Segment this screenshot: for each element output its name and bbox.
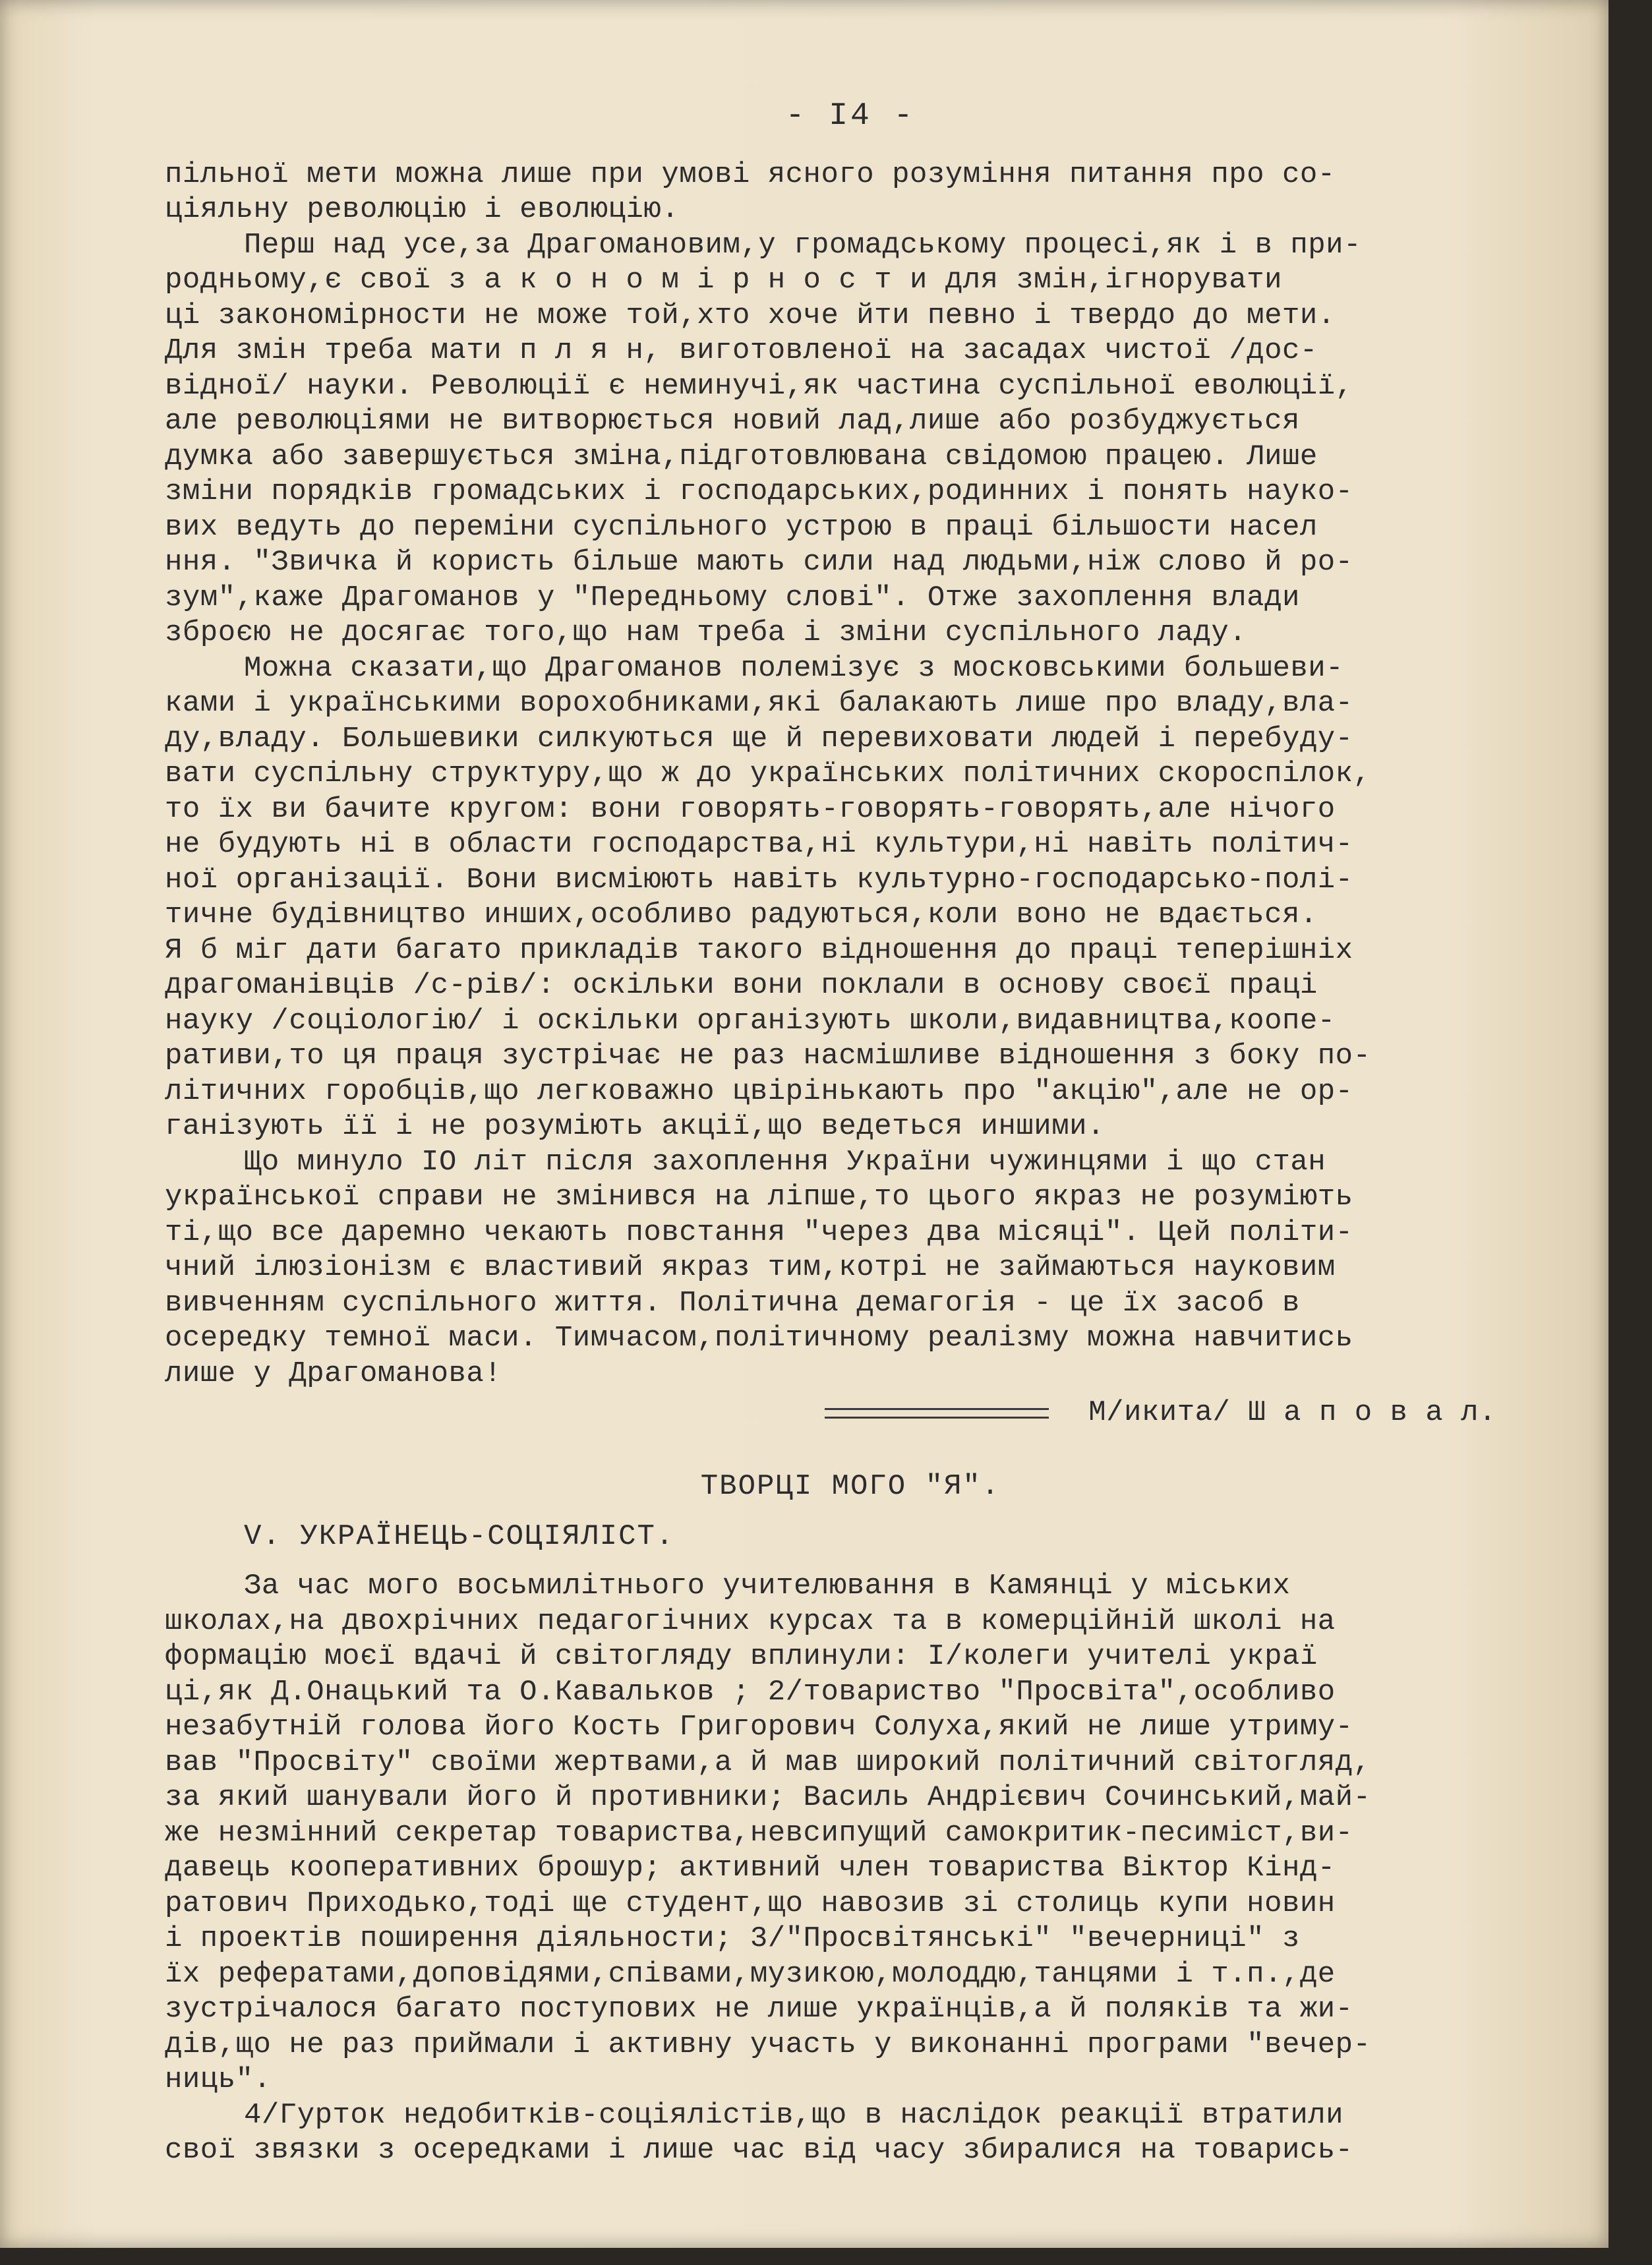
- paragraph-4: [165, 1145, 1536, 1392]
- text-line: ння. "Звичка й користь більше мають сили над людьми,ніж слово й ро-: [165, 546, 1353, 579]
- text-line: 4/Гурток недобитків-соціялістів,що в наслідок реакції втратили: [244, 2098, 1344, 2132]
- text-line: давець кооперативних брошур; активний член товариства Віктор Кінд-: [165, 1852, 1336, 1885]
- typewritten-text: [165, 99, 1536, 2169]
- text-line: Перш над усе,за Драгомановим,у громадському процесі,як і в при-: [244, 228, 1361, 262]
- text-line: і проектів поширення діяльности; 3/"Просвітянські" "вечерниці" з: [165, 1922, 1300, 1955]
- text-line: осередку темної маси. Тимчасом,політичному реалізму можна навчитись: [165, 1322, 1353, 1355]
- text-line: вати суспільну структуру,що ж до українських політичних скороспілок,: [165, 757, 1371, 790]
- text-line: Я б міг дати багато прикладів такого відношення до праці теперішніх: [165, 933, 1353, 967]
- text-line: чний ілюзіонізм є властивий якраз тим,котрі не займаються науковим: [165, 1251, 1336, 1284]
- text-line: ціяльну революцію і еволюцію.: [165, 193, 680, 226]
- text-line: не будують ні в области господарства,ні культури,ні навіть політич-: [165, 828, 1353, 861]
- text-line: зміни порядків громадських і господарських,родинних і понять науко-: [165, 475, 1353, 508]
- text-line: формацію моєї вдачі й світогляду вплинули: I/колеги учителі украї: [165, 1640, 1318, 1673]
- text-line: Можна сказати,що Драгоманов полемізує з московськими большеви-: [244, 651, 1344, 685]
- text-line: тичне будівництво инших,особливо радуються,коли воно не вдається.: [165, 898, 1318, 931]
- text-line: вих ведуть до переміни суспільного устрою в праці більшости насел: [165, 510, 1318, 544]
- text-line: ду,владу. Большевики силкуються ще й перевиховати людей і перебуду-: [165, 722, 1353, 755]
- paragraph-5: [165, 1569, 1536, 2098]
- text-line: зустрічалося багато поступових не лише українців,а й поляків та жи-: [165, 1993, 1353, 2026]
- text-line: зброєю не досягає того,що нам треба і зміни суспільного ладу.: [165, 616, 1247, 649]
- page-number: - I4 -: [785, 98, 916, 134]
- text-line: ратович Приходько,тоді ще студент,що навозив зі столиць купи новин: [165, 1887, 1336, 1920]
- paragraph-2: [165, 228, 1536, 651]
- chapter-title: V. УКРАЇНЕЦЬ-СОЦІЯЛІСТ.: [244, 1519, 675, 1553]
- text-line: пільної мети можна лише при умові ясного розуміння питання про со-: [165, 158, 1336, 191]
- text-line: лише у Драгоманова!: [165, 1357, 502, 1390]
- double-rule-divider: [825, 1408, 1049, 1419]
- text-line: ниць".: [165, 2063, 272, 2096]
- signature-block: [165, 1396, 1536, 1431]
- text-line: науку /соціологію/ і оскільки організують школи,видавництва,коопе-: [165, 1004, 1336, 1038]
- text-line: ками і українськими ворохобниками,які балакають лише про владу,вла-: [165, 687, 1353, 720]
- text-line: ці,як Д.Онацький та О.Кавальков ; 2/товариство "Просвіта",особливо: [165, 1675, 1336, 1709]
- text-line: родньому,є свої з а к о н о м і р н о с т и для змін,ігнорувати: [165, 264, 1282, 297]
- text-line: ної організації. Вони висміюють навіть культурно-господарсько-полі-: [165, 863, 1353, 897]
- text-line: за який шанували його й противники; Василь Андрієвич Сочинський,май-: [165, 1781, 1371, 1814]
- text-line: Що минуло IO літ після захоплення України чужинцями і що стан: [244, 1145, 1326, 1179]
- text-line: незабутній голова його Кость Григорович Солуха,який не лише утриму-: [165, 1711, 1353, 1744]
- text-line: але революціями не витворюється новий лад,лише або розбуджується: [165, 405, 1300, 438]
- text-line: української справи не змінився на ліпше,то цього якраз не розуміють: [165, 1181, 1353, 1214]
- text-line: їх рефератами,доповідями,співами,музикою,молоддю,танцями і т.п.,де: [165, 1957, 1336, 1991]
- text-line: ті,що все даремно чекають повстання "через два місяці". Цей політи-: [165, 1216, 1353, 1249]
- text-line: ганізують її і не розуміють акції,що ведеться иншими.: [165, 1110, 1105, 1143]
- text-line: свої звязки з осередками і лише час від часу збиралися на товарись-: [165, 2134, 1353, 2167]
- text-line: думка або завершується зміна,підготовлювана свідомою працею. Лише: [165, 440, 1318, 473]
- text-line: літичних горобців,що легковажно цвірінькають про "акцію",але не ор-: [165, 1074, 1353, 1108]
- paragraph-3: [165, 651, 1536, 1145]
- text-line: ці закономірности не може той,хто хоче йти певно і твердо до мети.: [165, 299, 1336, 332]
- text-line: вав "Просвіту" своїми жертвами,а й мав широкий політичний світогляд,: [165, 1746, 1371, 1779]
- section-title: ТВОРЦІ МОГО "Я".: [700, 1470, 1001, 1503]
- text-line: Для змін треба мати п л я н, виготовленої на засадах чистої /дос-: [165, 334, 1318, 367]
- author-signature: М/икита/ Ш а п о в а л.: [1088, 1396, 1496, 1430]
- text-line: ративи,то ця праця зустрічає не раз насмішливе відношення з боку по-: [165, 1040, 1371, 1073]
- text-line: школах,на двохрічних педагогічних курсах та в комерційній школі на: [165, 1604, 1336, 1638]
- text-line: дів,що не раз приймали і активну участь у виконанні програми "вечер-: [165, 2028, 1371, 2061]
- text-line: драгоманівців /с-рів/: оскільки вони поклали в основу своєї праці: [165, 969, 1318, 1002]
- text-line: вивченням суспільного життя. Політична демагогія - це їх засоб в: [165, 1286, 1300, 1320]
- paragraph-6: [165, 2098, 1536, 2169]
- text-line: зум",каже Драгоманов у "Передньому слові". Отже захоплення влади: [165, 581, 1300, 614]
- text-line: то їх ви бачите кругом: вони говорять-говорять-говорять,але нічого: [165, 792, 1336, 826]
- text-line: За час мого восьмилітнього учителювання в Камянці у міських: [244, 1570, 1291, 1603]
- paragraph-1: [165, 158, 1536, 228]
- text-line: відної/ науки. Революції є неминучі,як частина суспільної еволюції,: [165, 369, 1353, 403]
- text-line: же незмінний секретар товариства,невсипущий самокритик-песиміст,ви-: [165, 1816, 1353, 1850]
